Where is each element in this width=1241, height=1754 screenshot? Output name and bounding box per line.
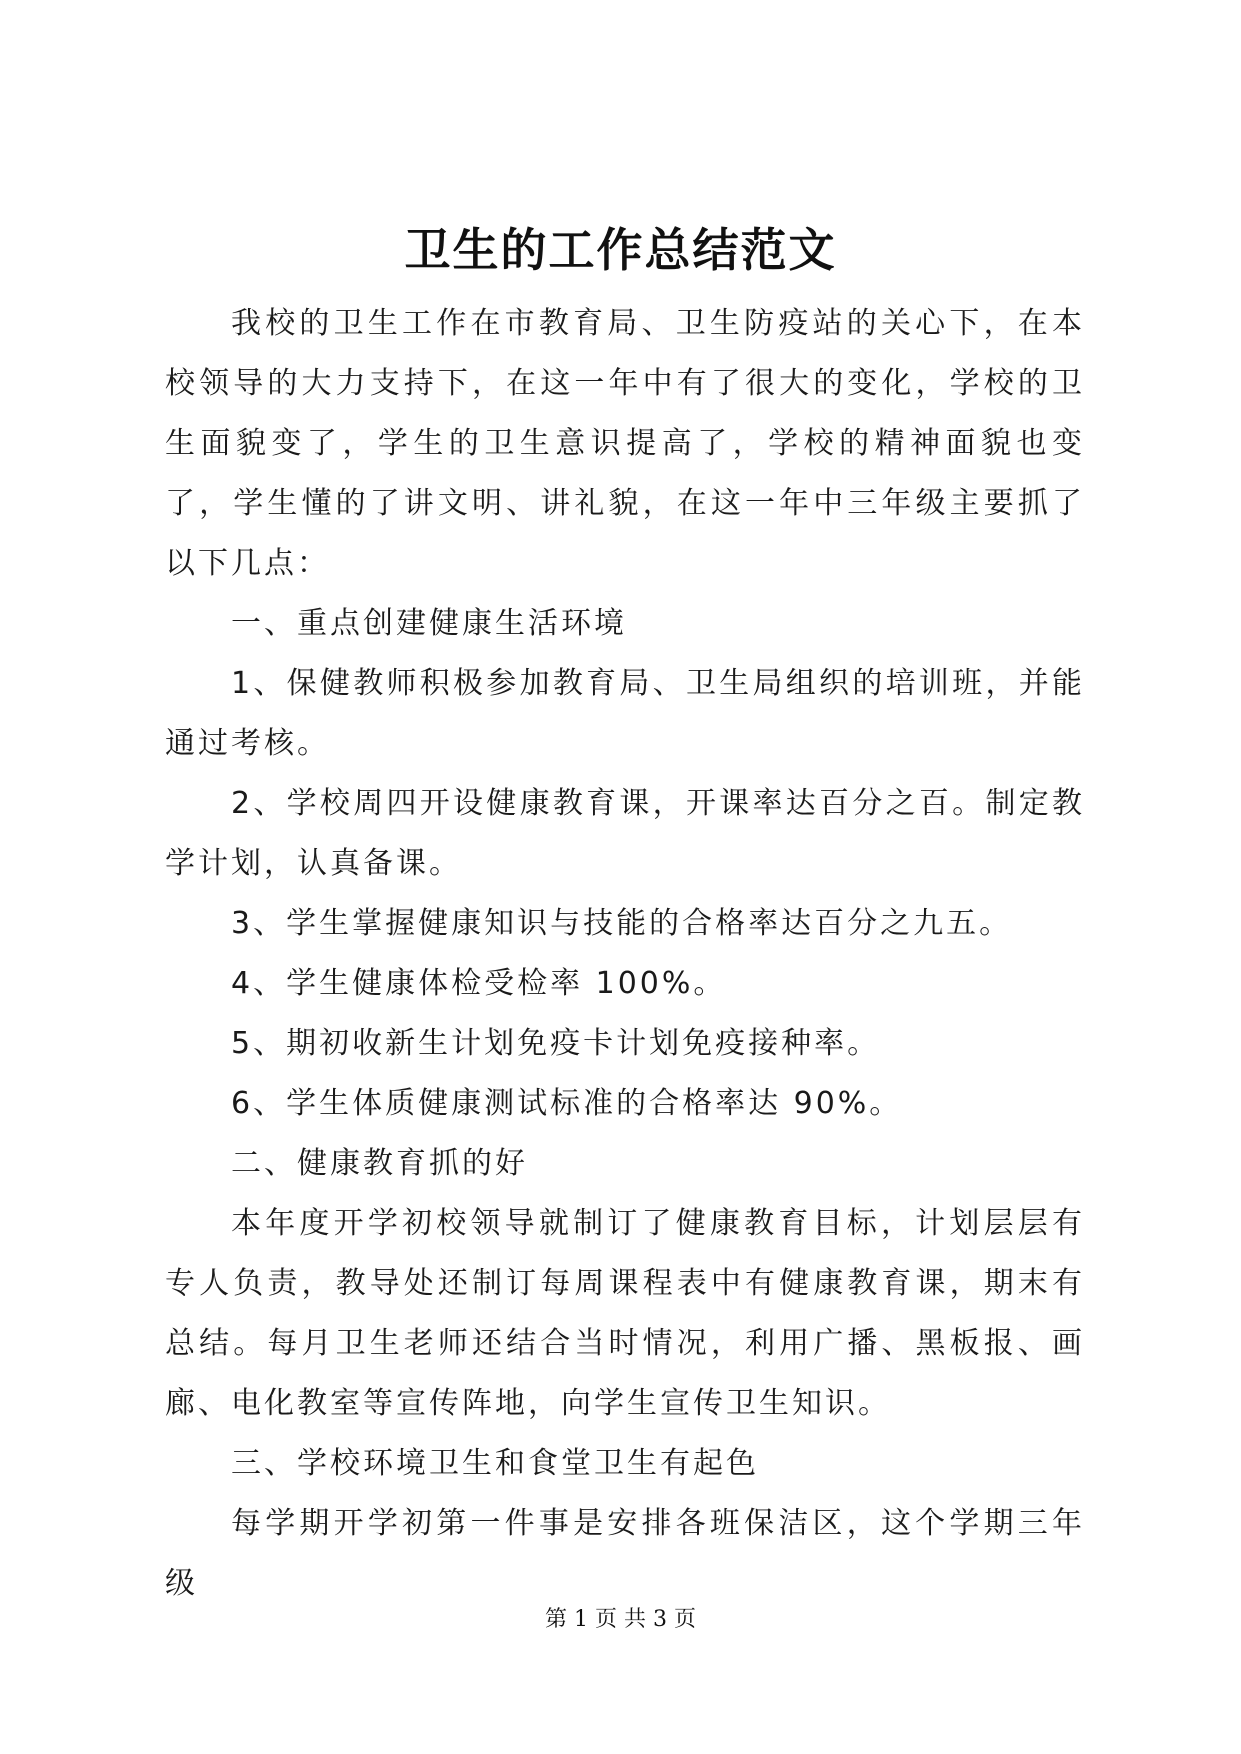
list-item-2: 2、学校周四开设健康教育课，开课率达百分之百。制定教学计划，认真备课。 bbox=[165, 786, 1085, 881]
page-footer: 第 1 页 共 3 页 bbox=[545, 1607, 696, 1632]
section-heading-2: 二、健康教育抓的好 bbox=[231, 1146, 528, 1181]
section-heading-1: 一、重点创建健康生活环境 bbox=[231, 606, 627, 641]
paragraph-health-education: 本年度开学初校领导就制订了健康教育目标，计划层层有专人负责，教导处还制订每周课程表中有健康教育课，期末有总结。每月卫生老师还结合当时情况，利用广播、黑板报、画廊、电化教室等宣传阵地，向学生宣传卫生知识。 bbox=[165, 1206, 1085, 1421]
list-item-5: 5、期初收新生计划免疫卡计划免疫接种率。 bbox=[231, 1026, 881, 1061]
list-item-3: 3、学生掌握健康知识与技能的合格率达百分之九五。 bbox=[231, 906, 1013, 941]
document-title: 卫生的工作总结范文 bbox=[404, 223, 837, 277]
section-heading-3: 三、学校环境卫生和食堂卫生有起色 bbox=[231, 1446, 759, 1481]
list-item-4: 4、学生健康体检受检率 100%。 bbox=[231, 966, 727, 1001]
paragraph-intro: 我校的卫生工作在市教育局、卫生防疫站的关心下，在本校领导的大力支持下，在这一年中有了很大的变化，学校的卫生面貌变了，学生的卫生意识提高了，学校的精神面貌也变了，学生懂的了讲文明、讲礼貌，在这一年中三年级主要抓了以下几点： bbox=[165, 306, 1085, 581]
document-body bbox=[165, 294, 1085, 1614]
paragraph-environment: 每学期开学初第一件事是安排各班保洁区，这个学期三年级 bbox=[165, 1506, 1085, 1601]
list-item-6: 6、学生体质健康测试标准的合格率达 90%。 bbox=[231, 1086, 903, 1121]
list-item-1: 1、保健教师积极参加教育局、卫生局组织的培训班，并能通过考核。 bbox=[165, 666, 1085, 761]
